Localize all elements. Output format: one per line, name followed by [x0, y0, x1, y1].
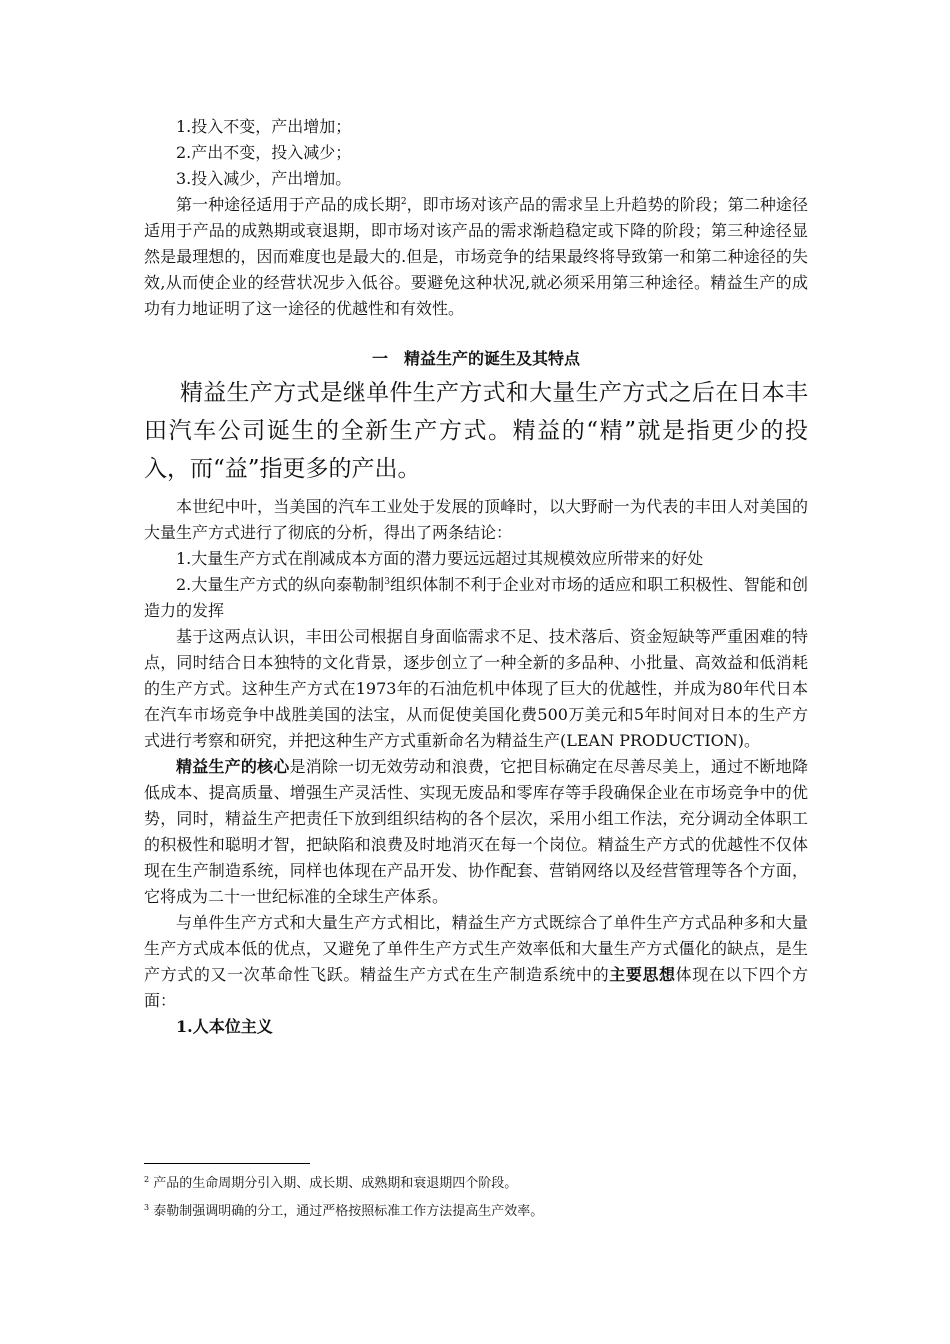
footnote-divider — [144, 1163, 310, 1164]
footnote-mark: 3 — [144, 1203, 150, 1212]
footnote-mark: 2 — [144, 1175, 150, 1184]
conclusion-text: 2.大量生产方式的纵向泰勒制 — [176, 575, 385, 594]
footnote — [144, 1170, 808, 1198]
footnote-ref[interactable]: 2 — [400, 197, 407, 207]
list-item: 2.产出不变，投入减少； — [176, 143, 352, 162]
paragraph-text: 与单件生产方式和大量生产方式相比，精益生产方式既综合了单件生产方式品种多和大量生产方式成本低的优点，又避免了单件生产方式生产效率低和大量生产方式僵化的缺点，是生产方式的又一次革命性飞跃。精益生产方式在生产制造系统中的 — [144, 913, 808, 984]
section-title: 一 精益生产的诞生及其特点 — [371, 349, 580, 368]
bold-term: 主要思想 — [609, 965, 676, 984]
list-item: 3.投入减少，产出增加。 — [176, 169, 352, 188]
paragraph-text: 第一种途径适用于产品的成长期 — [176, 195, 401, 214]
subheading: 1.人本位主义 — [176, 1017, 273, 1036]
paragraph-text: ，即市场对该产品的需求呈上升趋势的阶段；第二种途径适用于产品的成熟期或衰退期，即市场对该产品的需求渐趋稳定或下降的阶段；第三种途径显然是最理想的，因而难度也是最大的.但是，市场竞争的结果最终将导致第一和第二种途径的失效,从而使企业的经营状况步入低谷。要避免这种状况,就必须采用第三种途径。精益生产的成功有力地证明了这一途径的优越性和有效性。 — [144, 195, 808, 318]
paragraph-background: 本世纪中叶，当美国的汽车工业处于发展的顶峰时，以大野耐一为代表的丰田人对美国的大量生产方式进行了彻底的分析，得出了两条结论： — [144, 497, 808, 542]
document-body — [144, 114, 808, 1040]
footnote-text: 泰勒制强调明确的分工，通过严格按照标准工作方法提高生产效率。 — [153, 1204, 544, 1219]
footnote — [144, 1198, 808, 1226]
footnotes — [144, 1163, 808, 1226]
paragraph-text: 是消除一切无效劳动和浪费，它把目标确定在尽善尽美上，通过不断地降低成本、提高质量、增强生产灵活性、实现无废品和零库存等手段确保企业在市场竞争中的优势，同时，精益生产把责任下放到组织结构的各个层次，采用小组工作法，充分调动全体职工的积极性和聪明才智，把缺陷和浪费及时地消灭在每一个岗位。精益生产方式的优越性不仅体现在生产制造系统，同样也体现在产品开发、协作配套、营销网络以及经营管理等各个方面，它将成为二十一世纪标准的全球生产体系。 — [144, 757, 808, 906]
paragraph-comparison — [144, 910, 808, 1014]
lead-paragraph: 精益生产方式是继单件生产方式和大量生产方式之后在日本丰田汽车公司诞生的全新生产方式。精益的“精”就是指更少的投入，而“益”指更多的产出。 — [144, 380, 808, 482]
conclusion-text: 组织体制不利于企业对市场的适应和职工积极性、智能和创造力的发挥 — [144, 575, 808, 620]
conclusion-item: 1.大量生产方式在削减成本方面的潜力要远远超过其规模效应所带来的好处 — [176, 549, 704, 568]
bold-lead: 精益生产的核心 — [176, 757, 290, 776]
paragraph-core — [144, 754, 808, 910]
footnote-ref[interactable]: 3 — [384, 577, 390, 587]
paragraph-text: 体现在以下四个方面： — [144, 965, 808, 1010]
spacer — [144, 322, 808, 344]
conclusion-item — [144, 572, 808, 624]
paragraph-growth-stages — [144, 192, 808, 322]
list-item: 1.投入不变，产出增加； — [176, 117, 352, 136]
footnote-text: 产品的生命周期分引入期、成长期、成熟期和衰退期四个阶段。 — [153, 1176, 518, 1191]
paragraph-toyota: 基于这两点认识，丰田公司根据自身面临需求不足、技术落后、资金短缺等严重困难的特点，同时结合日本独特的文化背景，逐步创立了一种全新的多品种、小批量、高效益和低消耗的生产方式。这种生产方式在1973年的石油危机中体现了巨大的优越性，并成为80年代日本在汽车市场竞争中战胜美国的法宝，从而促使美国化费500万美元和5年时间对日本的生产方式进行考察和研究，并把这种生产方式重新命名为精益生产(LEAN PRODUCTION)。 — [144, 627, 808, 750]
